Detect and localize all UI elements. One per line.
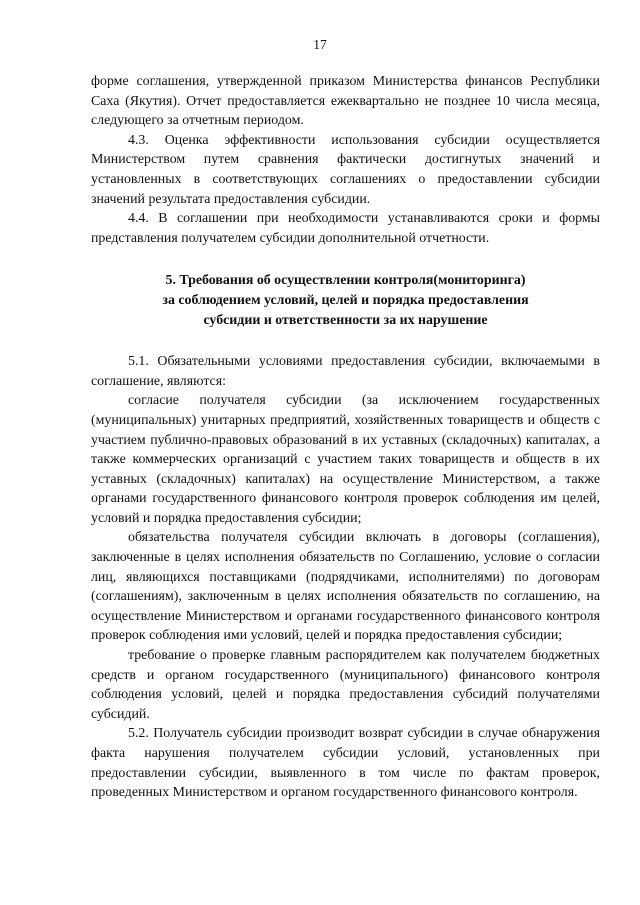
page-number: 17 (313, 37, 327, 52)
paragraph-condition-verification: требование о проверке главным распорядителем как получателем бюджетных средств и органом государственного (муниципального) финансового контроля соблюдения условий, целей и порядка предоставления субсидий получателями субсидий. (91, 648, 600, 722)
paragraph-4-3: 4.3. Оценка эффективности использования субсидии осуществляется Министерством путем сравнения фактически достигнутых значений и установленных в соответствующих соглашениях о предоставлении субсидии значений результата предоставления субсидии. (91, 132, 600, 207)
paragraph-condition-consent: согласие получателя субсидии (за исключением государственных (муниципальных) унитарных предприятий, хозяйственных товариществ и обществ с участием публично-правовых образований в их уставных (складочных) капиталах, а также коммерческих организаций с участием таких товариществ и обществ в их уставных (складочных) капиталах) на осуществление Министерством, а также органами государственного финансового контроля проверок соблюдения им целей, условий и порядка предоставления субсидии; (91, 393, 600, 526)
paragraph-condition-obligations: обязательства получателя субсидии включать в договоры (соглашения), заключенные в целях исполнения обязательств по Соглашению, условие о согласии лиц, являющихся поставщиками (подрядчиками, исполнителями) по договорам (соглашениям), заключенным в целях исполнения обязательств по соглашению, на осуществление Министерством и органами государственного финансового контроля проверок соблюдения ими условий, целей и порядка предоставления субсидии; (91, 530, 600, 644)
heading-line: за соблюдением условий, целей и порядка предоставления (162, 292, 529, 308)
heading-line: 5. Требования об осуществлении контроля(мониторинга) (165, 273, 526, 289)
paragraph-4-4: 4.4. В соглашении при необходимости устанавливаются сроки и формы представления получателем субсидии дополнительной отчетности. (91, 211, 600, 246)
document-body (91, 72, 600, 803)
paragraph-5-1: 5.1. Обязательными условиями предоставления субсидии, включаемыми в соглашение, являются: (91, 354, 600, 389)
section-5-heading (91, 271, 600, 330)
heading-line: субсидии и ответственности за их нарушение (203, 312, 488, 328)
paragraph-5-2: 5.2. Получатель субсидии производит возврат субсидии в случае обнаружения факта нарушения получателем субсидии условий, установленных при предоставлении субсидии, выявленного в том числе по фактам проверок, проведенных Министерством и органом государственного финансового контроля. (91, 726, 600, 801)
paragraph-4-2-continuation: форме соглашения, утвержденной приказом Министерства финансов Республики Саха (Якутия). Отчет предоставляется ежеквартально не позднее 10 числа месяца, следующего за отчетным периодом. (91, 74, 600, 129)
